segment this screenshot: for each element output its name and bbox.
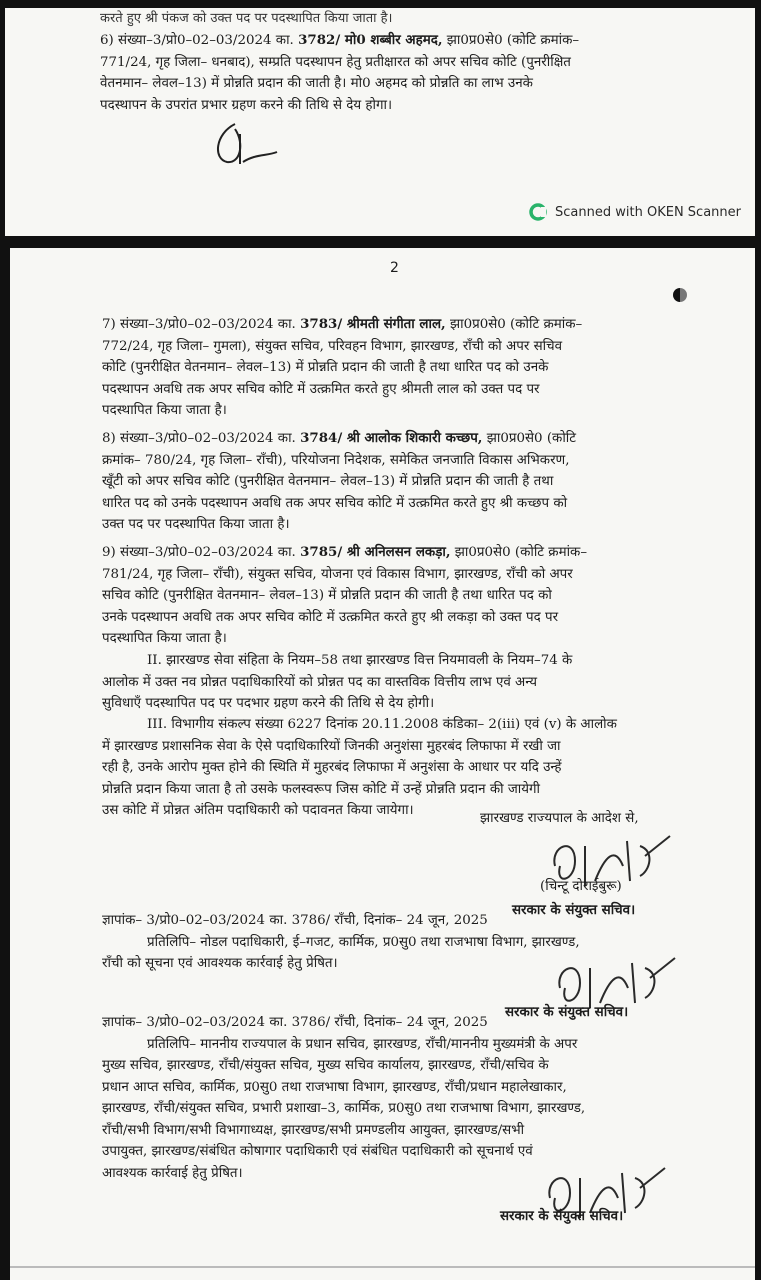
order-line: झारखण्ड राज्यपाल के आदेश से, [480,811,639,826]
scanner-watermark: Scanned with OKEN Scanner [529,203,741,221]
item-7-paragraph: 7) संख्या–3/प्रो0–02–03/2024 का. 3783/ श्रीमती संगीता लाल, झा0प्र0से0 (कोटि क्रमांक– 772/24, गृह जिला– गुमला), संयुक्त सचिव, परिवहन विभाग, झारखण्ड, राँची को अपर सचिव कोटि (पुनरीक्षित वेतनमान– लेवल–13) में प्रोन्नति प्रदान की जाती है तथा धारित पद को उनके पदस्थापन अवधि तक अपर सचिव कोटि में उत्क्रमित करते हुए श्रीमती लाल को उक्त पद पर पदस्थापित किया जाता है। [102,316,583,418]
memo-2-block: ज्ञापांक– 3/प्रो0–02–03/2024 का. 3786/ राँची, दिनांक– 24 जून, 2025 प्रतिलिपि– माननीय राज्यपाल के प्रधान सचिव, झारखण्ड, राँची/माननीय मुख्यमंत्री के अपर मुख्य सचिव, झारखण्ड, राँची/संयुक्त सचिव, मुख्य सचिव कार्यालय, झारखण्ड, राँची/सचिव के प्रधान आप्त सचिव, कार्मिक, प्र0सु0 तथा राजभाषा विभाग, झारखण्ड, राँची/प्रधान महालेखाकार, झारखण्ड, राँची/संयुक्त सचिव, प्रभारी प्रशाखा–3, कार्मिक, प्र0सु0 तथा राजभाषा विभाग, झारखण्ड, राँची/सभी विभाग/सभी विभागाध्यक्ष, झारखण्ड/सभी प्रमण्डलीय आयुक्त, झारखण्ड/सभी उपायुक्त, झारखण्ड/संबंधित कोषागार पदाधिकारी एवं संबंधित पदाधिकारी को सूचनार्थ एवं आवश्यक कार्रवाई हेतु प्रेषित। [102,1012,692,1184]
item-6-paragraph: 6) संख्या–3/प्रो0–02–03/2024 का. 3782/ मो0 शब्बीर अहमद, झा0प्र0से0 (कोटि क्रमांक– 771/24, गृह जिला– धनबाद), सम्प्रति पदस्थापन हेतु प्रतीक्षारत को अपर सचिव कोटि (पुनरीक्षित वेतनमान– लेवल–13) में प्रोन्नति प्रदान की जाती है। मो0 अहमद को प्रोन्नति का लाभ उनके पदस्थापन के उपरांत प्रभार ग्रहण करने की तिथि से देय होगा। [100,30,680,116]
designation-3: सरकार के संयुक्त सचिव। [500,1208,624,1224]
memo-2-reference: ज्ञापांक– 3/प्रो0–02–03/2024 का. 3786/ राँची, दिनांक– 24 जून, 2025 [102,1015,488,1030]
designation-1: सरकार के संयुक्त सचिव। [512,902,636,918]
page-number: 2 [390,260,399,276]
scanned-page-1 [5,8,755,236]
item-8-paragraph: 8) संख्या–3/प्रो0–02–03/2024 का. 3784/ श्री आलोक शिकारी कच्छप, झा0प्र0से0 (कोटि क्रमांक– 780/24, गृह जिला– राँची), परियोजना निदेशक, समेकित जनजाति विकास अभिकरण, खूँटी को अपर सचिव कोटि (पुनरीक्षित वेतनमान– लेवल–13) में प्रोन्नति प्रदान की जाती है तथा धारित पद को उनके पदस्थापन अवधि तक अपर सचिव कोटि में उत्क्रमित करते हुए श्री कच्छप को उक्त पद पर पदस्थापित किया जाता है। [102,430,577,532]
page-bottom-edge [10,1266,755,1268]
clipped-previous-line: करते हुए श्री पंकज को उक्त पद पर पदस्थापित किया जाता है। [100,11,393,26]
item-9-paragraph: 9) संख्या–3/प्रो0–02–03/2024 का. 3785/ श्री अनिलसन लकड़ा, झा0प्र0से0 (कोटि क्रमांक– 781/24, गृह जिला– राँची), संयुक्त सचिव, योजना एवं विकास विभाग, झारखण्ड, राँची को अपर सचिव कोटि (पुनरीक्षित वेतनमान– लेवल–13) में प्रोन्नति प्रदान की जाती है तथा धारित पद को उनके पदस्थापन अवधि तक अपर सचिव कोटि में उत्क्रमित करते हुए श्री लकड़ा को उक्त पद पर पदस्थापित किया जाता है। [102,544,588,646]
punch-mark-icon [673,288,687,302]
signature-initials [205,114,285,174]
memo-1-block: ज्ञापांक– 3/प्रो0–02–03/2024 का. 3786/ राँची, दिनांक– 24 जून, 2025 प्रतिलिपि– नोडल पदाधिकारी, ई–गजट, कार्मिक, प्र0सु0 तथा राजभाषा विभाग, झारखण्ड, राँची को सूचना एवं आवश्यक कार्रवाई हेतु प्रेषित। [102,910,692,975]
item-6-first-line: 6) संख्या–3/प्रो0–02–03/2024 का. 3782/ मो0 शब्बीर अहमद, झा0प्र0से0 (कोटि क्रमांक– [100,32,580,48]
scanner-logo-icon [529,203,547,221]
scanned-page-2 [10,248,755,1280]
section-2-paragraph: II. झारखण्ड सेवा संहिता के नियम–58 तथा झारखण्ड वित्त नियमावली के नियम–74 के आलोक में उक्त नव प्रोन्नत पदाधिकारियों को प्रोन्नत पद का वास्तविक वित्तीय लाभ एवं अन्य सुविधाएँ पदस्थापित पद पर पदभार ग्रहण करने की तिथि से देय होगी। [102,653,573,711]
designation-2: सरकार के संयुक्त सचिव। [505,1004,629,1020]
section-3-paragraph: III. विभागीय संकल्प संख्या 6227 दिनांक 20.11.2008 कंडिका– 2(iii) एवं (v) के आलोक में झारखण्ड प्रशासनिक सेवा के ऐसे पदाधिकारियों जिनकी अनुशंसा मुहरबंद लिफाफा में रखी जा रही है, उनके आरोप मुक्त होने की स्थिति में मुहरबंद लिफाफा में अनुशंसा के आधार पर यदि उन्हें प्रोन्नति प्रदान किया जाता है तो उसके फलस्वरूप जिस कोटि में उन्हें प्रोन्नति प्रदान की जायेगी उस कोटि में प्रोन्नत अंतिम पदाधिकारी को पदावनत किया जायेगा। [102,717,617,818]
signatory-name: (चिन्टू दोराईबुरू) [540,879,622,894]
memo-1-reference: ज्ञापांक– 3/प्रो0–02–03/2024 का. 3786/ राँची, दिनांक– 24 जून, 2025 [102,913,488,928]
